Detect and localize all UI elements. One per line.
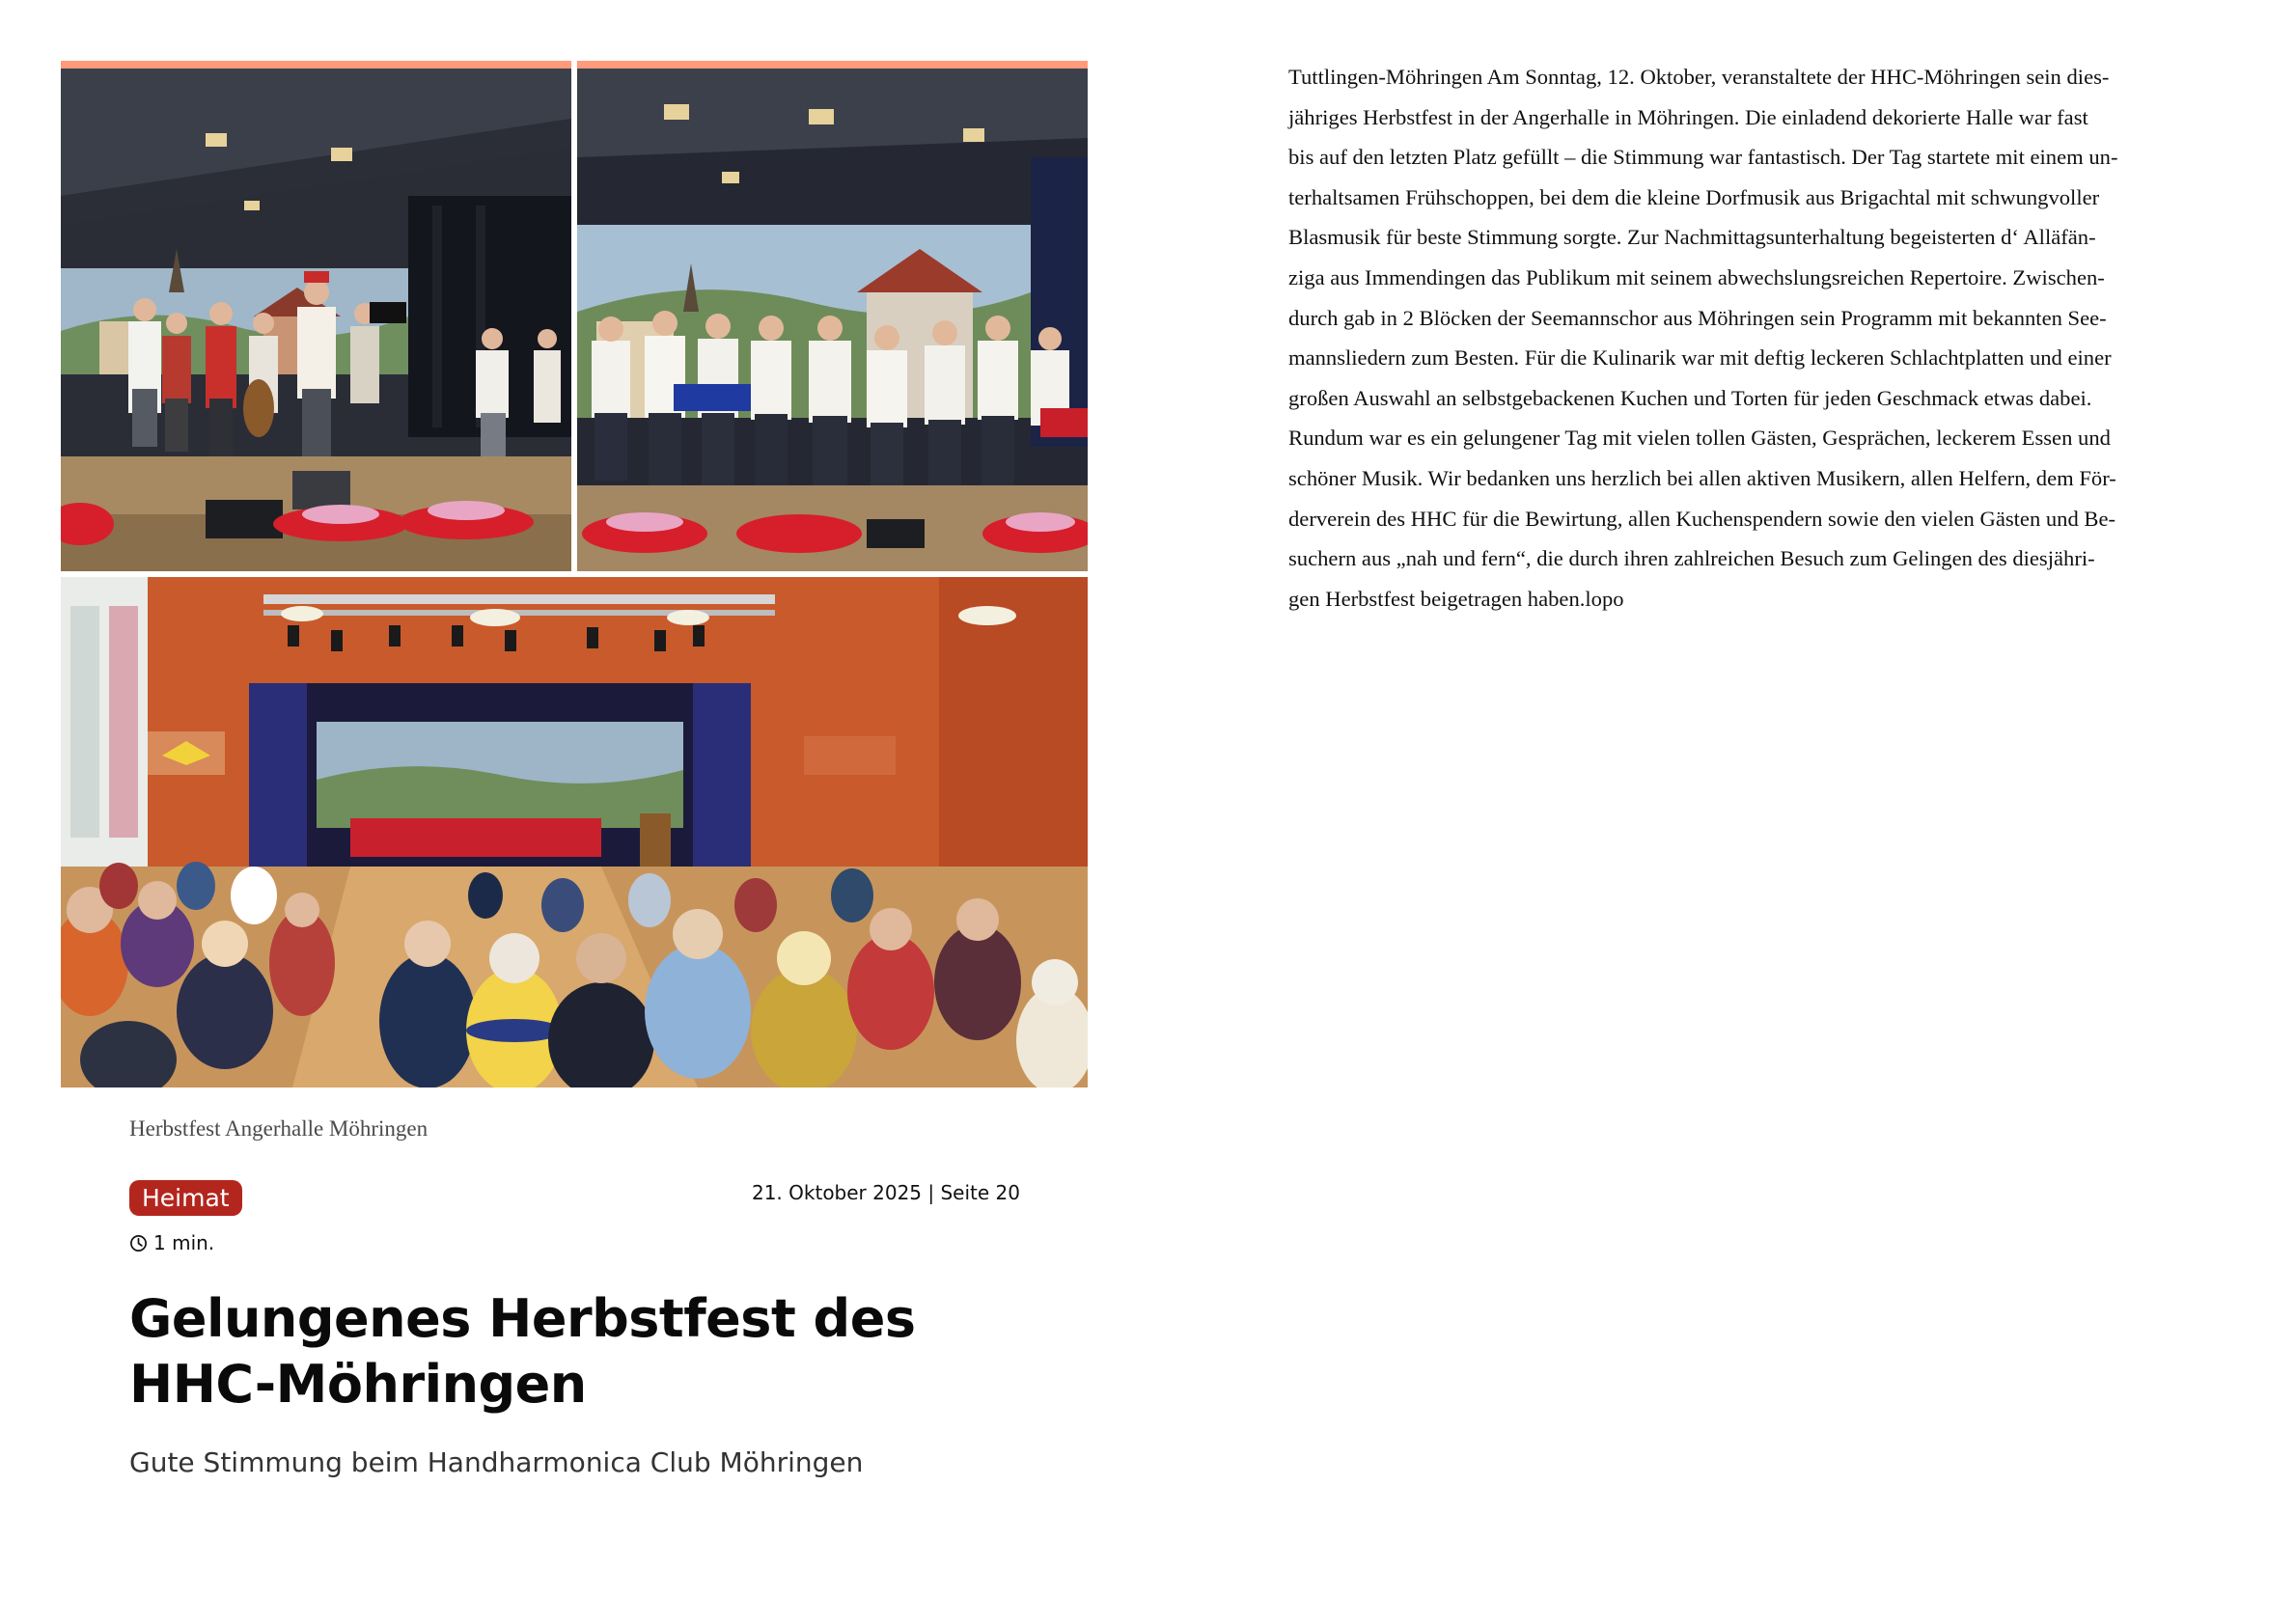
clock-icon bbox=[129, 1234, 148, 1252]
read-time bbox=[129, 1231, 214, 1254]
body-line: suchern aus „nah und fern“, die durch ihren zahlreichen Besuch zum Gelingen des diesjähri- bbox=[1288, 546, 2095, 571]
body-line: mannsliedern zum Besten. Für die Kulinarik war mit deftig leckeren Schlachtplatten und einer bbox=[1288, 345, 2112, 371]
body-line: schöner Musik. Wir bedanken uns herzlich bei allen aktiven Musikern, allen Helfern, dem För- bbox=[1288, 465, 2116, 490]
article-headline: Gelungenes Herbstfest des HHC-Möhringen bbox=[129, 1288, 916, 1415]
body-line: gen Herbstfest beigetragen haben.lopo bbox=[1288, 586, 1624, 611]
publication-date: 21. Oktober 2025 | Seite 20 bbox=[751, 1181, 1020, 1204]
body-line: Blasmusik für beste Stimmung sorgte. Zur Nachmittagsunterhaltung begeisterten d‘ Alläfän- bbox=[1288, 225, 2096, 250]
read-time-label: 1 min. bbox=[153, 1231, 215, 1254]
body-line: großen Auswahl an selbstgebackenen Kuchen und Torten für jeden Geschmack etwas dabei. bbox=[1288, 385, 2092, 410]
photo-band-on-stage bbox=[61, 61, 571, 571]
body-line: ziga aus Immendingen das Publikum mit seinem abwechslungsreichen Repertoire. Zwischen- bbox=[1288, 264, 2105, 289]
body-line: Rundum war es ein gelungener Tag mit vielen tollen Gästen, Gesprächen, leckerem Essen und bbox=[1288, 426, 2111, 451]
photo-caption: Herbstfest Angerhalle Möhringen bbox=[129, 1116, 429, 1141]
category-badge[interactable]: Heimat bbox=[129, 1180, 242, 1216]
body-line: jähriges Herbstfest in der Angerhalle in Möhringen. Die einladend dekorierte Halle war fast bbox=[1288, 104, 2088, 129]
article-body bbox=[1288, 57, 2186, 619]
photo-sailor-choir bbox=[577, 61, 1088, 571]
article-photo-collage bbox=[61, 61, 1088, 1087]
body-line: bis auf den letzten Platz gefüllt – die Stimmung war fantastisch. Der Tag startete mit einem un- bbox=[1288, 145, 2118, 170]
body-line: Tuttlingen-Möhringen Am Sonntag, 12. Oktober, veranstaltete der HHC-Möhringen sein dies- bbox=[1288, 65, 2110, 89]
body-line: terhaltsamen Frühschoppen, bei dem die kleine Dorfmusik aus Brigachtal mit schwungvoller bbox=[1288, 184, 2100, 209]
body-line: durch gab in 2 Blöcken der Seemannschor aus Möhringen sein Programm mit bekannten See- bbox=[1288, 305, 2107, 330]
photo-full-hall bbox=[61, 577, 1088, 1087]
body-line: derverein des HHC für die Bewirtung, allen Kuchenspendern sowie den vielen Gästen und Be- bbox=[1288, 506, 2116, 531]
article-subheadline: Gute Stimmung beim Handharmonica Club Möhringen bbox=[129, 1446, 864, 1478]
